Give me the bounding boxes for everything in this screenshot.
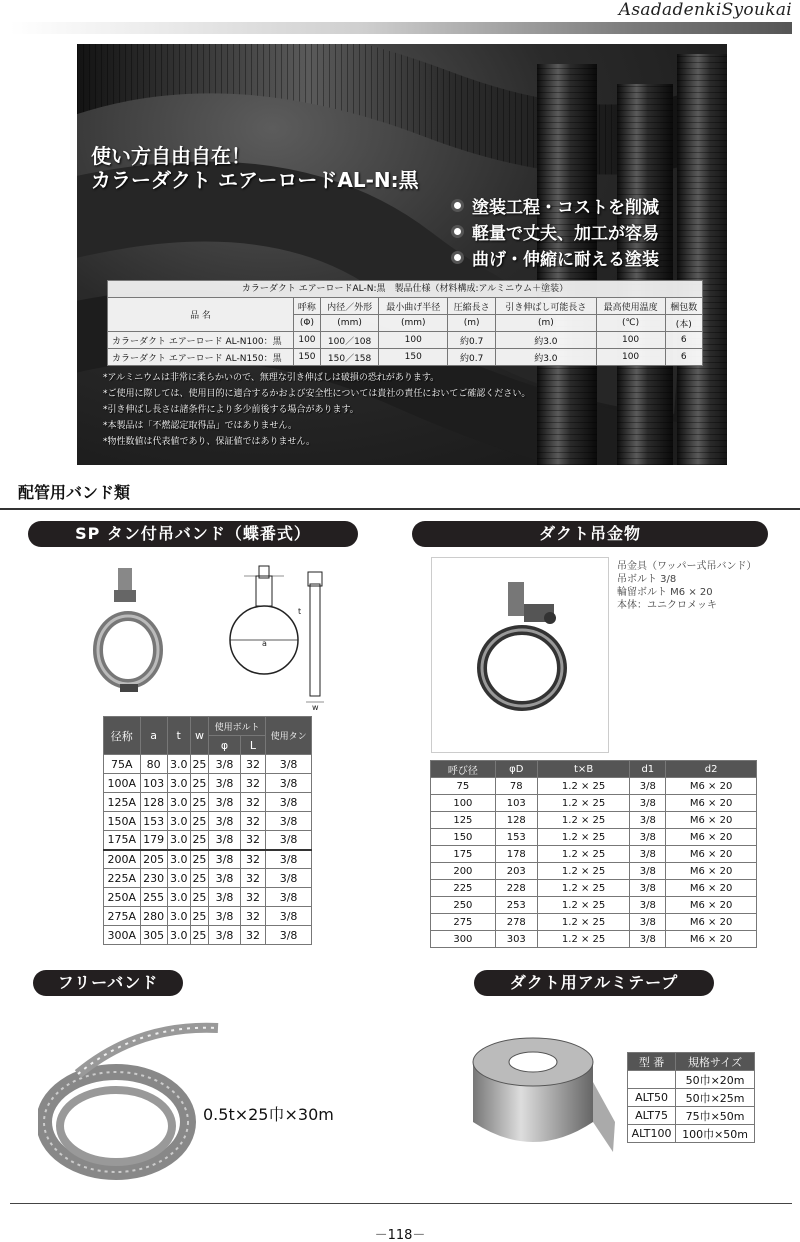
spec-cell: 約3.0 — [496, 332, 596, 349]
table-cell: 50巾×20m — [676, 1071, 755, 1089]
table-header-row — [628, 1053, 755, 1071]
table-row — [431, 829, 757, 846]
caption-line: 本体：ユニクロメッキ — [617, 600, 717, 611]
table-cell: 300 — [431, 931, 496, 948]
table-cell: 25 — [190, 869, 209, 888]
hero-panel — [77, 44, 727, 465]
table-cell: 100A — [104, 774, 141, 793]
spec-unit: (m) — [448, 315, 496, 332]
table-cell: 3.0 — [167, 850, 190, 869]
table-cell: 103 — [495, 795, 537, 812]
duct-hanger-photo-frame — [431, 557, 609, 753]
table-cell: ALT50 — [628, 1089, 676, 1107]
brand-name: AsadadenkiSyoukai — [618, 0, 792, 20]
table-cell: 3/8 — [630, 846, 666, 863]
table-cell: 25 — [190, 907, 209, 926]
table-cell: 3/8 — [266, 926, 312, 945]
spec-unit: (本) — [665, 315, 702, 332]
table-cell: 205 — [140, 850, 167, 869]
table-header: 使用ボルト — [209, 717, 266, 736]
spec-cell: 150／158 — [320, 349, 378, 366]
spec-cell: 6 — [665, 349, 702, 366]
table-row — [431, 812, 757, 829]
table-cell: 255 — [140, 888, 167, 907]
table-cell: 3/8 — [630, 931, 666, 948]
duct-hanger-captions — [617, 560, 757, 612]
table-row — [431, 897, 757, 914]
table-row — [431, 880, 757, 897]
table-cell: 3/8 — [266, 869, 312, 888]
spec-header: 梱包数 — [665, 298, 702, 315]
table-cell: 3/8 — [266, 831, 312, 850]
table-cell: 250 — [431, 897, 496, 914]
spec-cell: 約3.0 — [496, 349, 596, 366]
spec-cell: 100 — [596, 349, 665, 366]
table-cell: 178 — [495, 846, 537, 863]
table-cell: 175A — [104, 831, 141, 850]
spec-cell: 100 — [596, 332, 665, 349]
table-cell: 153 — [140, 812, 167, 831]
table-cell: 3/8 — [209, 850, 241, 869]
table-cell: 3/8 — [266, 812, 312, 831]
table-cell: 3/8 — [266, 850, 312, 869]
table-cell: 3/8 — [209, 926, 241, 945]
table-cell: ALT100 — [628, 1125, 676, 1143]
table-cell: 3/8 — [266, 774, 312, 793]
feature-text: 塗装工程・コストを削減 — [472, 197, 659, 218]
table-cell: 3/8 — [209, 774, 241, 793]
free-band-title: フリーバンド — [33, 970, 183, 996]
table-cell: 150A — [104, 812, 141, 831]
table-row — [431, 863, 757, 880]
table-row — [104, 869, 312, 888]
table-cell: 3/8 — [266, 793, 312, 812]
spec-unit: (mm) — [379, 315, 448, 332]
spec-cell: 100／108 — [320, 332, 378, 349]
table-cell: 3/8 — [209, 812, 241, 831]
table-cell: 32 — [240, 869, 265, 888]
feature-text: 軽量で丈夫、加工が容易 — [472, 223, 659, 244]
table-row — [628, 1089, 755, 1107]
table-cell: M6 × 20 — [666, 829, 757, 846]
table-row — [431, 795, 757, 812]
diagram-label-t: t — [298, 607, 302, 616]
spec-cell: 約0.7 — [448, 349, 496, 366]
table-header-row — [104, 717, 312, 736]
table-cell: 3.0 — [167, 869, 190, 888]
duct-hanger-photo — [432, 558, 608, 752]
table-cell: 3/8 — [630, 778, 666, 795]
table-cell: 32 — [240, 812, 265, 831]
table-cell: 100巾×50m — [676, 1125, 755, 1143]
table-cell: 230 — [140, 869, 167, 888]
table-cell: 125 — [431, 812, 496, 829]
table-cell: 25 — [190, 774, 209, 793]
table-cell: M6 × 20 — [666, 778, 757, 795]
spec-header: 最小曲げ半径 — [379, 298, 448, 315]
table-cell: M6 × 20 — [666, 880, 757, 897]
duct-hanger-table — [430, 760, 757, 948]
sp-band-photo — [90, 562, 170, 698]
table-header: w — [190, 717, 209, 755]
table-cell: 3/8 — [209, 888, 241, 907]
table-cell: M6 × 20 — [666, 914, 757, 931]
table-cell: 275A — [104, 907, 141, 926]
table-cell: 253 — [495, 897, 537, 914]
table-cell: 1.2 × 25 — [537, 863, 630, 880]
table-cell: 179 — [140, 831, 167, 850]
table-row — [104, 812, 312, 831]
table-row — [104, 907, 312, 926]
spec-cell: 150 — [379, 349, 448, 366]
table-cell: 200A — [104, 850, 141, 869]
spec-cell: 6 — [665, 332, 702, 349]
table-cell: 75A — [104, 755, 141, 774]
table-row — [104, 793, 312, 812]
table-cell: 25 — [190, 793, 209, 812]
table-cell: 32 — [240, 831, 265, 850]
spec-unit: (Φ) — [294, 315, 321, 332]
spec-cell: 100 — [294, 332, 321, 349]
table-cell: 1.2 × 25 — [537, 880, 630, 897]
table-cell: 80 — [140, 755, 167, 774]
table-header: φD — [495, 761, 537, 778]
table-header: 径称 — [104, 717, 141, 755]
table-header-row — [431, 761, 757, 778]
table-cell: ALT75 — [628, 1107, 676, 1125]
spec-unit: (m) — [496, 315, 596, 332]
caption-line: 輪留ボルト M6 × 20 — [617, 587, 713, 598]
alumi-tape-photo — [463, 1022, 623, 1162]
table-cell: 3/8 — [209, 755, 241, 774]
table-cell: 3.0 — [167, 888, 190, 907]
table-cell: 3/8 — [630, 812, 666, 829]
table-header: a — [140, 717, 167, 755]
table-header: d2 — [666, 761, 757, 778]
table-row — [628, 1107, 755, 1125]
table-cell: 3.0 — [167, 793, 190, 812]
table-cell: M6 × 20 — [666, 931, 757, 948]
table-cell: 3.0 — [167, 812, 190, 831]
table-cell: 1.2 × 25 — [537, 897, 630, 914]
table-row — [431, 931, 757, 948]
free-band-photo — [38, 1014, 228, 1184]
table-cell: 3/8 — [266, 907, 312, 926]
bullet-icon — [451, 199, 464, 212]
spec-cell: カラーダクト エアーロード AL-N150：黒 — [108, 349, 294, 366]
spec-header: 最高使用温度 — [596, 298, 665, 315]
table-header: 型 番 — [628, 1053, 676, 1071]
spec-header: 引き伸ばし可能長さ — [496, 298, 596, 315]
table-row — [104, 755, 312, 774]
table-cell: 303 — [495, 931, 537, 948]
sp-band-title: SP タン付吊バンド（蝶番式） — [28, 521, 358, 547]
table-row — [104, 926, 312, 945]
table-cell: 25 — [190, 755, 209, 774]
table-cell: 3/8 — [630, 795, 666, 812]
table-row — [628, 1071, 755, 1089]
table-cell: 3/8 — [209, 907, 241, 926]
table-header: L — [240, 736, 265, 755]
section-divider — [0, 508, 800, 510]
spec-row — [108, 349, 703, 366]
bullet-icon — [451, 225, 464, 238]
table-cell: 25 — [190, 888, 209, 907]
table-cell: 1.2 × 25 — [537, 931, 630, 948]
sp-band-diagram — [226, 562, 336, 712]
table-cell: 50巾×25m — [676, 1089, 755, 1107]
spec-header: 圧縮長さ — [448, 298, 496, 315]
table-cell: M6 × 20 — [666, 812, 757, 829]
table-header: 呼び径 — [431, 761, 496, 778]
table-cell: 200 — [431, 863, 496, 880]
table-cell: 3.0 — [167, 907, 190, 926]
bullet-icon — [451, 251, 464, 264]
table-cell: 1.2 × 25 — [537, 778, 630, 795]
hero-title-line1: 使い方自由自在！ — [91, 144, 251, 168]
table-cell: 75巾×50m — [676, 1107, 755, 1125]
table-cell: 25 — [190, 850, 209, 869]
table-row — [431, 778, 757, 795]
note-line: *アルミニウムは非常に柔らかいので、無理な引き伸ばしは破損の恐れがあります。 — [103, 373, 440, 383]
sp-band-table — [103, 716, 312, 945]
table-header: d1 — [630, 761, 666, 778]
table-cell: 3/8 — [266, 755, 312, 774]
table-cell: 128 — [140, 793, 167, 812]
spec-table-caption: カラーダクト エアーロードAL-N:黒 製品仕様（材料構成:アルミニウム＋塗装） — [107, 280, 703, 297]
feature-item — [451, 244, 659, 270]
table-cell: 125A — [104, 793, 141, 812]
table-cell: 175 — [431, 846, 496, 863]
alumi-tape-title: ダクト用アルミテープ — [474, 970, 714, 996]
table-header: φ — [209, 736, 241, 755]
table-cell: 3/8 — [209, 869, 241, 888]
table-row — [104, 831, 312, 850]
table-cell: 128 — [495, 812, 537, 829]
table-cell: 3.0 — [167, 755, 190, 774]
hero-title — [91, 144, 419, 192]
table-cell: 32 — [240, 793, 265, 812]
table-cell: 203 — [495, 863, 537, 880]
table-cell: 3/8 — [266, 888, 312, 907]
table-cell: 3/8 — [630, 880, 666, 897]
table-cell: 250A — [104, 888, 141, 907]
table-cell: M6 × 20 — [666, 846, 757, 863]
spec-table — [107, 280, 703, 366]
table-cell: 32 — [240, 774, 265, 793]
table-cell: 32 — [240, 907, 265, 926]
table-cell: 103 — [140, 774, 167, 793]
spec-row — [108, 332, 703, 349]
table-cell: 25 — [190, 926, 209, 945]
table-cell: 150 — [431, 829, 496, 846]
alumi-tape-photo-frame — [463, 1022, 623, 1162]
table-cell: 275 — [431, 914, 496, 931]
table-cell: 32 — [240, 926, 265, 945]
table-row — [104, 774, 312, 793]
alumi-tape-table — [627, 1052, 755, 1143]
table-cell: 3.0 — [167, 774, 190, 793]
table-cell: 3/8 — [630, 897, 666, 914]
table-cell: 1.2 × 25 — [537, 812, 630, 829]
spec-unit: (mm) — [320, 315, 378, 332]
duct-hanger-title: ダクト吊金物 — [412, 521, 768, 547]
section-title: 配管用バンド類 — [18, 483, 131, 502]
table-cell: 3/8 — [630, 829, 666, 846]
table-cell: M6 × 20 — [666, 863, 757, 880]
spec-cell: カラーダクト エアーロード AL-N100：黒 — [108, 332, 294, 349]
table-cell: 153 — [495, 829, 537, 846]
table-cell: 225A — [104, 869, 141, 888]
note-line: *引き伸ばし長さは諸条件により多少前後する場合があります。 — [103, 405, 359, 415]
table-cell: 32 — [240, 850, 265, 869]
table-header: 使用タン — [266, 717, 312, 755]
table-row — [431, 846, 757, 863]
note-line: *物性数値は代表値であり、保証値ではありません。 — [103, 437, 316, 447]
table-cell: 25 — [190, 831, 209, 850]
table-cell: 305 — [140, 926, 167, 945]
table-cell: 3/8 — [630, 863, 666, 880]
table-cell: 1.2 × 25 — [537, 846, 630, 863]
hero-title-line2: カラーダクト エアーロードAL-N:黒 — [91, 168, 419, 192]
spec-cell: 150 — [294, 349, 321, 366]
feature-item — [451, 218, 659, 244]
diagram-label-w: w — [312, 703, 319, 712]
table-cell: 225 — [431, 880, 496, 897]
spec-header: 品 名 — [108, 298, 294, 332]
table-cell: M6 × 20 — [666, 795, 757, 812]
table-header: t — [167, 717, 190, 755]
table-cell: 32 — [240, 755, 265, 774]
table-cell: 32 — [240, 888, 265, 907]
table-cell: 3/8 — [630, 914, 666, 931]
spec-unit: (℃) — [596, 315, 665, 332]
table-header: 規格サイズ — [676, 1053, 755, 1071]
table-row — [104, 888, 312, 907]
table-cell: 1.2 × 25 — [537, 795, 630, 812]
spec-cell: 100 — [379, 332, 448, 349]
table-cell: 1.2 × 25 — [537, 829, 630, 846]
table-row — [104, 850, 312, 869]
page-number: －118－ — [374, 1228, 426, 1242]
caption-line: 吊金具（ワッパー式吊バンド） — [617, 561, 757, 572]
header-gradient-bar — [10, 22, 792, 34]
feature-list — [451, 192, 659, 270]
table-cell: 25 — [190, 812, 209, 831]
feature-text: 曲げ・伸縮に耐える塗装 — [472, 249, 659, 270]
table-cell: 278 — [495, 914, 537, 931]
table-cell: 300A — [104, 926, 141, 945]
table-cell: 280 — [140, 907, 167, 926]
table-cell: 1.2 × 25 — [537, 914, 630, 931]
table-cell: 78 — [495, 778, 537, 795]
table-header: t×B — [537, 761, 630, 778]
table-cell — [628, 1071, 676, 1089]
diagram-label-a: a — [262, 639, 267, 648]
notes — [103, 370, 530, 450]
table-row — [628, 1125, 755, 1143]
feature-item — [451, 192, 659, 218]
free-band-spec: 0.5t×25巾×30m — [203, 1105, 334, 1124]
spec-header-row — [108, 298, 703, 315]
note-line: *本製品は「不燃認定取得品」ではありません。 — [103, 421, 298, 431]
table-cell: 75 — [431, 778, 496, 795]
table-cell: 3.0 — [167, 926, 190, 945]
table-cell: 3/8 — [209, 831, 241, 850]
footer-divider — [10, 1203, 792, 1204]
note-line: *ご使用に際しては、使用目的に適合するかおよび安全性については貴社の責任においてご確認ください。 — [103, 389, 531, 399]
spec-header: 呼称 — [294, 298, 321, 315]
table-row — [431, 914, 757, 931]
table-cell: 100 — [431, 795, 496, 812]
table-cell: 3.0 — [167, 831, 190, 850]
table-cell: 3/8 — [209, 793, 241, 812]
table-cell: 228 — [495, 880, 537, 897]
caption-line: 吊ボルト 3/8 — [617, 574, 677, 585]
table-cell: M6 × 20 — [666, 897, 757, 914]
spec-header: 内径／外形 — [320, 298, 378, 315]
spec-cell: 約0.7 — [448, 332, 496, 349]
